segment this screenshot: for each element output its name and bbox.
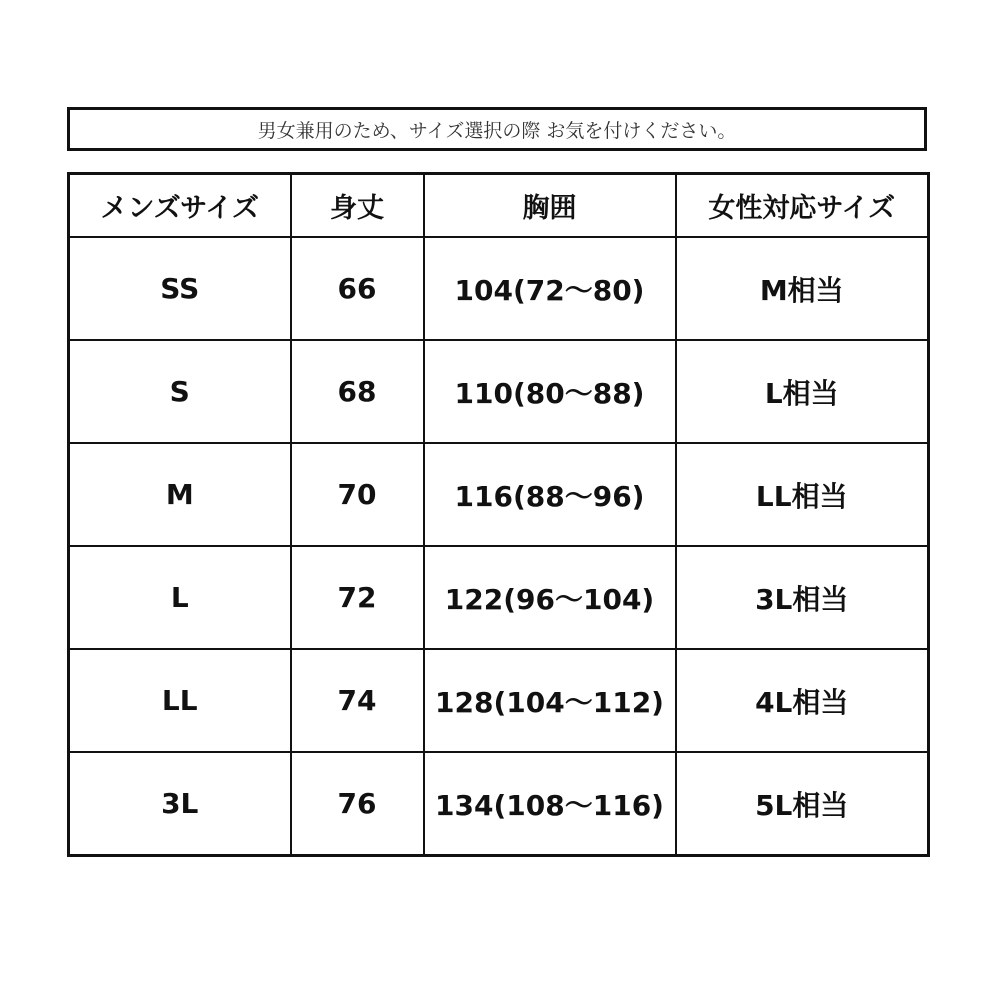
cell-mens-size: LL [69, 649, 291, 752]
header-womens-size: 女性対応サイズ [676, 174, 929, 238]
cell-mens-size: SS [69, 237, 291, 340]
table-row [69, 237, 929, 340]
cell-womens-size: 3L相当 [676, 546, 929, 649]
cell-body-length: 66 [291, 237, 424, 340]
cell-mens-size: S [69, 340, 291, 443]
notice-banner [67, 107, 927, 151]
cell-womens-size: L相当 [676, 340, 929, 443]
cell-chest: 122(96〜104) [424, 546, 676, 649]
cell-body-length: 72 [291, 546, 424, 649]
cell-womens-size: 4L相当 [676, 649, 929, 752]
cell-mens-size: 3L [69, 752, 291, 856]
cell-womens-size: LL相当 [676, 443, 929, 546]
cell-chest: 134(108〜116) [424, 752, 676, 856]
table-row [69, 649, 929, 752]
cell-womens-size: 5L相当 [676, 752, 929, 856]
table-row [69, 752, 929, 856]
header-chest: 胸囲 [424, 174, 676, 238]
table-row [69, 546, 929, 649]
cell-chest: 116(88〜96) [424, 443, 676, 546]
cell-mens-size: M [69, 443, 291, 546]
header-mens-size: メンズサイズ [69, 174, 291, 238]
table-header-row [69, 174, 929, 238]
notice-text: 男女兼用のため、サイズ選択の際 お気を付けください。 [257, 119, 737, 142]
size-chart-table [67, 172, 930, 857]
cell-womens-size: M相当 [676, 237, 929, 340]
table-row [69, 340, 929, 443]
cell-body-length: 68 [291, 340, 424, 443]
cell-body-length: 70 [291, 443, 424, 546]
cell-chest: 128(104〜112) [424, 649, 676, 752]
cell-body-length: 74 [291, 649, 424, 752]
cell-mens-size: L [69, 546, 291, 649]
cell-body-length: 76 [291, 752, 424, 856]
cell-chest: 104(72〜80) [424, 237, 676, 340]
cell-chest: 110(80〜88) [424, 340, 676, 443]
header-body-length: 身丈 [291, 174, 424, 238]
table-row [69, 443, 929, 546]
